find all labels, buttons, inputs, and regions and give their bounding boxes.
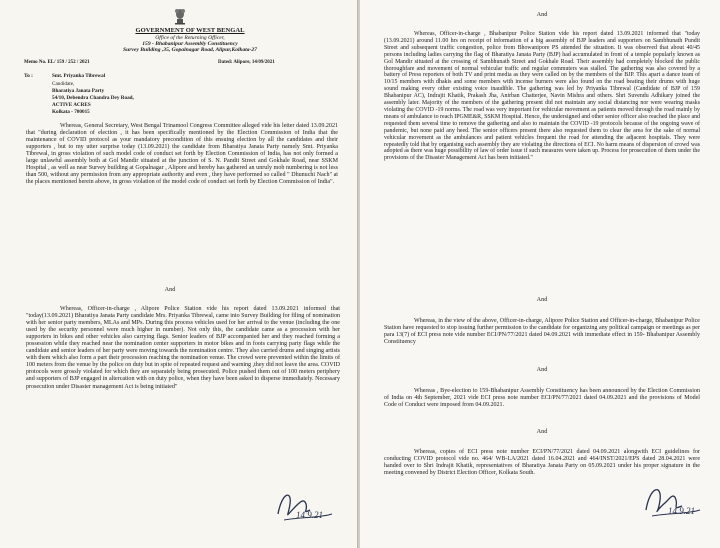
address-line: Smt. Priyanka Tibrewal <box>52 73 106 79</box>
signature-date-left: 14.9.21 <box>296 510 323 520</box>
address-line: 54/10, Debendra Chandra Dey Road, <box>52 95 134 101</box>
to-label: To : <box>24 73 33 79</box>
and-separator: And <box>536 428 548 435</box>
paragraph-eci-copies: Whereas, copies of ECI press note number ECI/PN/77/2021 dated 04.09.2021 alongwith ECI guidelines for conducting COVID protocol vide no. 464/ WB-LA/2021 dated 16.04.2021 and 464/INST/2021/EPS dated 28.04.2021 were handed over to Shri Indrajit Khatik, representatives of Bharatiya Janata Party on 05.09.2021 under his proper signature in the meeting convened by District Election Officer, Kolkata South. <box>384 449 700 477</box>
constituency-heading: 159 - Bhabanipur Assembly Constituency <box>142 41 238 47</box>
office-address: Survey Building ,35, Gopalnagar Road, Alipur,Kolkata-27 <box>123 47 257 53</box>
paragraph-alipore-report: Whereas, Officer-in-charge , Alipore Police Station vide his report dated 13.09.2021 informed that "today(13.09.2021) Bharatiya Janata Party candidate Mrs. Priyanka Tibrewal, came into Survey Building for filing of nomination with her senior party members, MLAs and MPs. During this process vehicles used for her arrival to the venue (including the one used by the security personnel were much higher in number). Not only this, the candidate came as a procession with her supporters in bikes and other vehicles also carrying flags. Senior leaders of BJP accompanied her and they reached forming a possession while they reached near the nomination center supporters in motor bikes and in foots carrying party flags while the candidate and senior leaders of her party were moving towards the nomination centre. They also carried drums and singing artists with them which also form a part their procession reaching the nomination venue. The crowd were prevented within the limits of 100 meters from the venue by the police on duty but in spite of repeated request and warning ,they did not leave the area. COVID protocols were grossly violated for which they are separately being prosecuted. Police pushed them out of 100 meters periphery and supporters of BJP engaged in altercation with on duty police, when they have been asked to disperse immediately. Necessary prosecution under Disaster management Act is being initiated" <box>26 306 340 390</box>
paragraph-tmc-allegation: Whereas, General Secretary, West Bengal Trinamool Congress Committee alleged vide his letter dated 13.09.2021 that "during declaration of election , it has been specifically mentioned by the Election Commission of India that the maintenance of COVID protocol as your mandatory precondition of this ensuing election by all the candidates and their supporters , but to my utter surprise today (13.09.2021) the candidate from Bharatiya Janata Party namely Smt. Priyanka Tibrewal, in gross violation of such model code of conduct set forth by Election Commission of India, has not only formed a large unlawful assembly both at Gol Mandir situated at the junction of S. N. Pandit Street and Gokhale Road, near SSKM Hospital , as well as near Survey building at Gopalnagar , Alipore and hereby has gathered an unruly mob numbering is not less than 500, without any permission from any appropriate authority and even , they have performed so called " Dhunuchi Nach" at the places mentioned herein above, in gross violation of the model code of conduct set forth by Election Commission of India". <box>26 123 338 186</box>
left-page <box>0 0 358 548</box>
address-line: Bharatiya Janata Party <box>52 88 105 94</box>
address-line: ACTIVE ACRES <box>52 102 91 108</box>
memo-date: Dated: Alipore, 14/09/2021 <box>218 60 275 65</box>
government-heading: GOVERNMENT OF WEST BENGAL <box>135 27 245 34</box>
state-emblem-icon <box>172 5 188 25</box>
and-separator: And <box>164 286 176 293</box>
and-separator: And <box>536 11 548 18</box>
and-separator: And <box>536 296 548 303</box>
address-line: Kolkata - 700015 <box>52 109 90 115</box>
paragraph-bhabanipur-report: Whereas, Officer-in-charge , Bhabanipur Police Station vide his report dated 13.09.2021 informed that "today (13.09.2021) around 11.00 hrs on receipt of information of a big assembly of BJP leaders and supporters on Sambhunath Pundit Street and subsequent traffic congestion, police from Bhowanipore PS attended the situation. It was observed that about 40/45 persons including ladies carrying the flag of Bharatiya Janata Party (BJP) had accumulated in front of a temple popularly known as Gol Mandir situated at the crossing of Sambhunath Street and Gokhale Road. Their assembly had completely blocked the public thoroughfare and movement of normal vehicular traffic and regular commuters was stalled. The gathering was also covered by a battery of Press reporters of both TV and print media as they were called on by the members of the BJP. This apart a dance team of 10/15 members with dhakis and some members with incense burners were also found on the road beating their drums with huge sound making every other existing voice inaudible. The gathering was led by Priyanka Tibrewal (Candidate of BJP of 159 Bhabanipur AC), Indrajit Khatik, Prakash Jha, Anirban Chatterjee, Navin Mishra and others. Shri Suvendu Adhikary joined the assembly later. Majority of the members of the gathering present did not maintain any social distancing nor were wearing masks violating the COVID -19 norms. The road was very important for vehicular movement as patients moved through the road mainly by means of ambulance to reach IPGME&R, SSKM Hospital. Hence, the undersigned and other senior officer also reached the place and requested them several time to remove the gathering and also to maintain the COVID -19 protocols because of the ongoing wave of pandemic, but none paid any heed. The senior officers present there also requested them to clear the area for the sake of normal vehicular movement as the ambulances and patient vehicles frequent the road for attending the adjacent hospitals. They were repeatedly told that by organising such assembly they are violating the directions of ECI. No harm means of dispersion of crowd was adopted as there was huge possibility of law of order issue if such measures were taken up. Process for prosecution of them under the provisions of the Disaster Management Act has been initiated." <box>384 31 700 162</box>
and-separator: And <box>536 366 548 373</box>
paragraph-bye-election: Whereas , Bye-election to 159-Bhabanipur Assembly Constituency has been announced by the Election Commission of India on 4th September, 2021 vide ECI press note number ECI/PN/77/2021 dated 04.09.2021 and the provisions of Model Code of Conduct were imposed from 04.09.2021. <box>384 388 700 409</box>
office-heading: Office of the Returning Officer, <box>155 35 225 41</box>
paragraph-stop-permission: Whereas, in the view of the above, Officer-in-charge, Alipore Police Station and Officer-in-charge, Bhabanipur Police Station have requested to stop issuing further permission to the candidate for organizing any political campaign or meetings as per para 13(7) of ECI press note vide number ECI/PN/77/2021 dated 04.09.2021 with immediate effect in 159- Bhabanipur Assembly Constituency <box>384 318 700 346</box>
memo-number: Memo No. EL/ 159 / 252 / 2021 <box>24 60 90 65</box>
address-line: Candidate, <box>52 81 75 87</box>
right-page <box>360 0 720 548</box>
signature-date-right: 14.9.21 <box>668 506 695 516</box>
